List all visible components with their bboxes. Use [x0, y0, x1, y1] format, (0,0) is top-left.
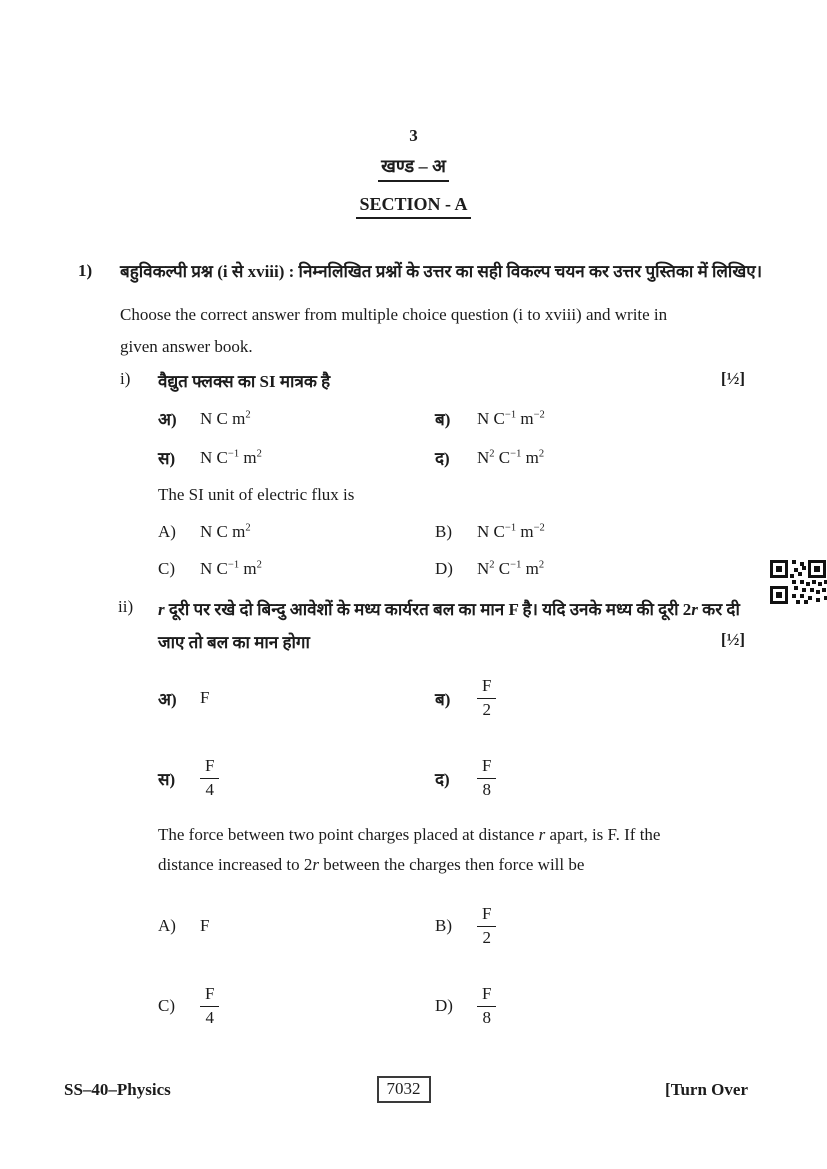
option-value: F [200, 916, 210, 935]
sub-question-i-marks: [½] [720, 369, 745, 388]
option-ii-hindi-b [435, 672, 496, 724]
option-label: D) [435, 559, 453, 578]
option-label: A) [158, 522, 176, 541]
option-i-english-c [158, 559, 262, 579]
option-label: D) [435, 996, 453, 1015]
option-ii-english-b [435, 900, 496, 952]
option-label: A) [158, 916, 176, 935]
question-1-instruction-hindi: बहुविकल्पी प्रश्न (i से xviii) : निम्नलिखित प्रश्नों के उत्तर का सही विकल्प चयन कर उत्तर पुस्तिका में लिखिए। [120, 262, 763, 281]
option-label: अ) [158, 689, 177, 709]
option-value: $N^2$ $C^{-1}$ $m^2$ [477, 447, 545, 467]
option-label: C) [158, 996, 175, 1015]
question-1-number: 1) [78, 261, 93, 280]
option-ii-english-a [158, 900, 209, 952]
option-value: N $C^{-1}$ $m^{-2}$ [477, 408, 545, 428]
sub-question-ii-text-hindi-line2: जाए तो बल का मान होगा [158, 633, 310, 652]
option-label: स) [158, 449, 176, 468]
option-i-english-a [158, 522, 251, 542]
option-ii-english-d [435, 978, 496, 1034]
sub-question-ii-number: ii) [118, 597, 134, 616]
footer-paper-number: 7032 [377, 1076, 431, 1103]
sub-question-i-text-english: The SI unit of electric flux is [158, 485, 355, 504]
sub-question-i-text-hindi: वैद्युत फ्लक्स का SI मात्रक है [158, 372, 331, 391]
option-i-hindi-d [435, 446, 544, 469]
option-i-english-b [435, 522, 545, 542]
option-value: $\frac{F}{4}$ [200, 984, 219, 1027]
section-title-english-text: SECTION - A [356, 194, 470, 219]
sub-question-ii-marks: [½] [720, 630, 745, 649]
option-i-hindi-c [158, 446, 262, 469]
qr-code-icon [770, 560, 827, 604]
option-i-hindi-a [158, 407, 251, 430]
sub-question-ii-text-english-line2: distance increased to 2r between the charges then force will be [158, 855, 585, 874]
option-i-english-d [435, 559, 544, 579]
option-label: B) [435, 522, 452, 541]
option-label: द) [435, 449, 450, 468]
option-label: ब) [435, 689, 451, 709]
section-title-hindi-text: खण्ड – अ [378, 154, 449, 182]
sub-question-i-number: i) [120, 369, 131, 388]
option-ii-hindi-c [158, 750, 219, 806]
option-value: F [200, 688, 210, 707]
sub-question-ii-text-english-line1: The force between two point charges placed at distance r apart, is F. If the [158, 825, 661, 844]
option-value: N $C^{-1}$ $m^2$ [200, 559, 262, 578]
option-value: N $C^{-1}$ $m^{-2}$ [477, 522, 545, 541]
option-label: द) [435, 769, 450, 789]
option-label: अ) [158, 410, 177, 429]
option-ii-hindi-d [435, 750, 496, 806]
section-title-hindi [0, 154, 827, 182]
question-1-instruction-english-line1: Choose the correct answer from multiple choice question (i to xviii) and write in [120, 305, 668, 324]
option-value: N C $m^2$ [200, 408, 251, 428]
option-i-hindi-b [435, 407, 545, 430]
option-value: N C $m^2$ [200, 522, 251, 541]
option-label: C) [158, 559, 175, 578]
option-ii-hindi-a [158, 672, 209, 724]
option-label: ब) [435, 410, 451, 429]
option-value: $\frac{F}{4}$ [200, 756, 219, 799]
option-label: B) [435, 916, 452, 935]
option-value: $\frac{F}{8}$ [477, 756, 496, 799]
footer-paper-code: SS–40–Physics [64, 1080, 171, 1099]
question-1-instruction-english-line2: given answer book. [120, 337, 253, 356]
sub-question-ii-text-hindi-line1: r दूरी पर रखे दो बिन्दु आवेशों के मध्य कार्यरत बल का मान F है। यदि उनके मध्य की दूरी 2r कर दी [158, 600, 740, 619]
option-value: N $C^{-1}$ $m^2$ [200, 447, 262, 467]
page-number: 3 [409, 126, 418, 145]
footer-paper-number-box [377, 1076, 431, 1103]
option-value: $\frac{F}{8}$ [477, 984, 496, 1027]
footer-turn-over: [Turn Over [665, 1080, 748, 1099]
option-value: $\frac{F}{2}$ [477, 904, 496, 947]
option-label: स) [158, 769, 176, 789]
option-ii-english-c [158, 978, 219, 1034]
option-value: $N^2$ $C^{-1}$ $m^2$ [477, 559, 545, 578]
option-value: $\frac{F}{2}$ [477, 676, 496, 719]
section-title-english [0, 194, 827, 219]
